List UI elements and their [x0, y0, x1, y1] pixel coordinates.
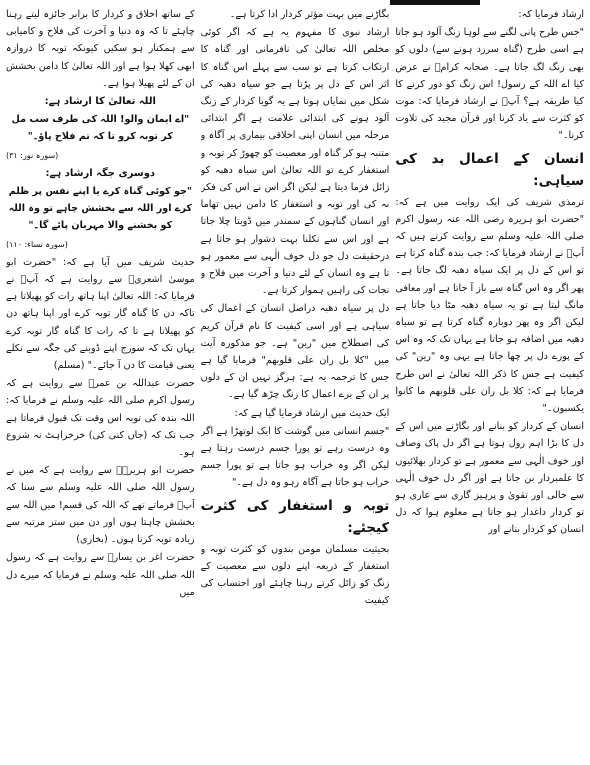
paragraph: ترمذی شریف کی ایک روایت میں ہے کہ: "حضرت ابو ہریرہ رضی اللہ عنہ رسول اکرم صلی اللہ علیہ وسلم سے روایت کرتے ہیں کہ آپؐ نے ارشاد فرمایا کہ: جب بندہ گناہ کرتا ہے تو اس کے دل پر ایک سیاہ دھبہ لگ جاتا ہے۔ پھر اگر وہ اس گناہ سے باز آ جاتا ہے اور معافی مانگ لیتا ہے تو یہ سیاہ دھبہ مٹا دیا جاتا ہے لیکن اگر وہ پھر دوبارہ گناہ کرتا ہے تو سیاہ دھبہ میں اضافہ ہو جاتا ہے یہاں تک کہ وہ اس کے پورے دل پر چھا جاتا ہے یہی وہ "رین" کی کیفیت ہے جس کا ذکر اللہ تعالیٰ نے اس طرح فرمایا ہے کہ: کلا بل ران علی قلوبھم ما کانوا یکسبون۔" — [395, 196, 584, 415]
header-rule — [390, 0, 480, 5]
verse-reference: (سورہ نساء: ۱۱۰) — [5, 239, 68, 249]
paragraph: حضرت ابو ہریرہؓ سے روایت ہے کہ میں نے رسول اللہ صلی اللہ علیہ وسلم سے سنا کہ آپؐ فرماتے تھے کہ اللہ کی قسم! میں اللہ سے بخشش چاہتا ہوں اور دن میں ستر مرتبہ سے زیادہ توبہ کرتا ہوں۔ (بخاری) — [5, 465, 195, 546]
paragraph: ارشاد نبوی کا مفہوم یہ ہے کہ اگر کوئی مخلص اللہ تعالیٰ کی نافرمانی اور گناہ کا ارتکاب کرتا ہے تو سب سے پہلے اس گناہ کا اثر اس کے دل پر پڑتا ہے جو سیاہ دھبہ کی شکل میں نمایاں ہوتا ہے یہ گویا کردار کے زنگ آلود ہونے کی ابتدائی علامت ہے اگر ابتدائی مرحلہ میں انسان اپنی اخلاقی بیماری پر آگاہ و متنبہ ہو کر گناہ اور معصیت کو چھوڑ کر توبہ و استغفار کرے تو اللہ تعالیٰ اس سیاہ دھبہ کو زائل فرما دیتا ہے لیکن اگر اس نے اس کی فکر نہ کی اور توبہ و استغفار کا دامن نہیں تھاما اور انسان گناہوں کے سمندر میں ڈوبتا چلا جاتا ہے اور اس سے نکلنا بہت دشوار ہو جاتا ہے درحقیقت دل جو دل خوف الٰہی سے معمور ہو تا ہے وہ انسان کے لئے دنیا و آخرت میں فلاح و نجات کی راہیں ہموار کرتا ہے۔ — [200, 27, 390, 297]
hadith-quote: "جسم انسانی میں گوشت کا ایک لوتھڑا ہے اگر وہ درست رہے تو پورا جسم درست رہتا ہے لیکن اگر وہ خراب ہو جاتا ہے تو پورا جسم خراب ہو جاتا ہے آگاہ رہو وہ دل ہے۔" — [200, 425, 390, 489]
hadith-quote: "جس طرح پانی لگنے سے لوہا زنگ آلود ہو جاتا ہے اسی طرح (گناہ سرزد ہونے سے) دلوں کو بھی زنگ لگ جاتا ہے۔ صحابہ کرامؓ نے عرض کیا اے اللہ کے رسول! اس زنگ کو دور کرنے کا کیا طریقہ ہے؟ آپؐ نے ارشاد فرمایا کہ: موت کو کثرت سے یاد کرنا اور قرآن مجید کی تلاوت کرنا۔" — [395, 27, 584, 142]
paragraph: حضرت عبداللہ بن عمرؓ سے روایت ہے کہ رسول اکرم صلی اللہ علیہ وسلم نے فرمایا کہ: اللہ بندہ کی توبہ اس وقت تک قبول فرماتا ہے جب تک کہ (جاں کنی کی) خرخراہٹ نہ شروع ہو۔ — [5, 378, 195, 459]
quran-verse: "جو کوئی گناہ کرے یا اپنے نفس پر ظلم کرے اور اللہ سے بخشش چاہے تو وہ اللہ کو بخشنے والا مہربان پائے گا۔" — [8, 186, 193, 232]
paragraph: ایک حدیث میں ارشاد فرمایا گیا ہے کہ: — [234, 407, 390, 419]
paragraph: دل پر سیاہ دھبہ دراصل انسان کے اعمال کی سیاہی ہے اور اسی کیفیت کا نام قرآن کریم کی اصطلاح میں "رین" ہے۔ جو مذکورہ آیت میں "کلا بل ران علی قلوبھم" فرمایا گیا ہے جس کا ترجمہ یہ ہے: ہرگز نہیں ان کے دلوں پر ان کے برے اعمال کا زنگ چڑھ گیا ہے۔ — [200, 303, 390, 401]
paragraph: ارشاد فرمایا کہ: — [518, 9, 584, 20]
column-middle — [201, 6, 390, 761]
paragraph: بحیثیت مسلمان مومن بندوں کو کثرت توبہ و استغفار کے ذریعہ اپنے دلوں سے معصیت کے زنگ کو زائل کرتے رہنا چاہئے اور احتساب کی کیفیت — [200, 543, 390, 607]
section-heading: انسان کے اعمال بد کی سیاہی: — [395, 150, 584, 189]
subheading: اللہ تعالیٰ کا ارشاد ہے: — [44, 96, 156, 108]
paragraph: حدیث شریف میں آیا ہے کہ: "حضرت ابو موسیٰ اشعریؓ سے روایت ہے کہ آپؐ نے فرمایا کہ: اللہ تعالیٰ اپنا ہاتھ رات کو پھیلاتا ہے تاکہ دن کا گناہ گار توبہ کرے اور اپنا ہاتھ دن کو پھیلاتا ہے تا کہ رات کا گناہ گار توبہ کرے یہاں تک کہ سورج اپنے ڈوبنے کی جگہ سے نکلے یعنی قیامت کا دن آ جائے۔" (مسلم) — [5, 256, 195, 372]
paragraph: حضرت اغر بن یسارؓ سے روایت ہے کہ رسول اللہ صلی اللہ علیہ وسلم نے فرمایا کہ میرے دل میں — [5, 552, 195, 598]
paragraph: انسان کے کردار کو بنانے اور بگاڑنے میں اس کے دل کا بڑا اہم رول ہوتا ہے اگر دل پاک وصاف اور خوف الٰہی سے معمور ہے تو کردار بھلائیوں کا علمبردار بن جاتا ہے اور اگر دل خوف الٰہی سے خالی اور تقویٰ و پرہیز گاری سے عاری ہو تو کردار داغدار ہو جاتا ہے معلوم ہوا کہ دل انسان کو کردار بنانے اور — [395, 421, 584, 536]
paragraph: کے ساتھ اخلاق و کردار کا برابر جائزہ لیتے رہنا چاہئے تا کہ وہ دنیا و آخرت کی فلاح و کامیابی سے ہمکنار ہو سکیں کیونکہ توبہ کا دروازہ ابھی کھلا ہوا ہے اور اللہ تعالیٰ کا دامن بخشش ان کے لئے پھیلا ہوا ہے۔ — [5, 9, 195, 89]
paragraph: بگاڑنے میں بہت مؤثر کردار ادا کرتا ہے۔ — [229, 9, 390, 20]
subheading: دوسری جگہ ارشاد ہے: — [45, 167, 156, 179]
column-left — [6, 6, 195, 761]
section-heading: توبہ و استغفار کی کثرت کیجئے: — [200, 497, 390, 536]
column-right — [395, 6, 584, 761]
quran-verse: "اے ایمان والو! اللہ کی طرف سب مل کر توبہ کرو تا کہ تم فلاح پاؤ۔" — [11, 114, 190, 143]
verse-reference: (سورہ نور: ۳۱) — [5, 150, 59, 160]
